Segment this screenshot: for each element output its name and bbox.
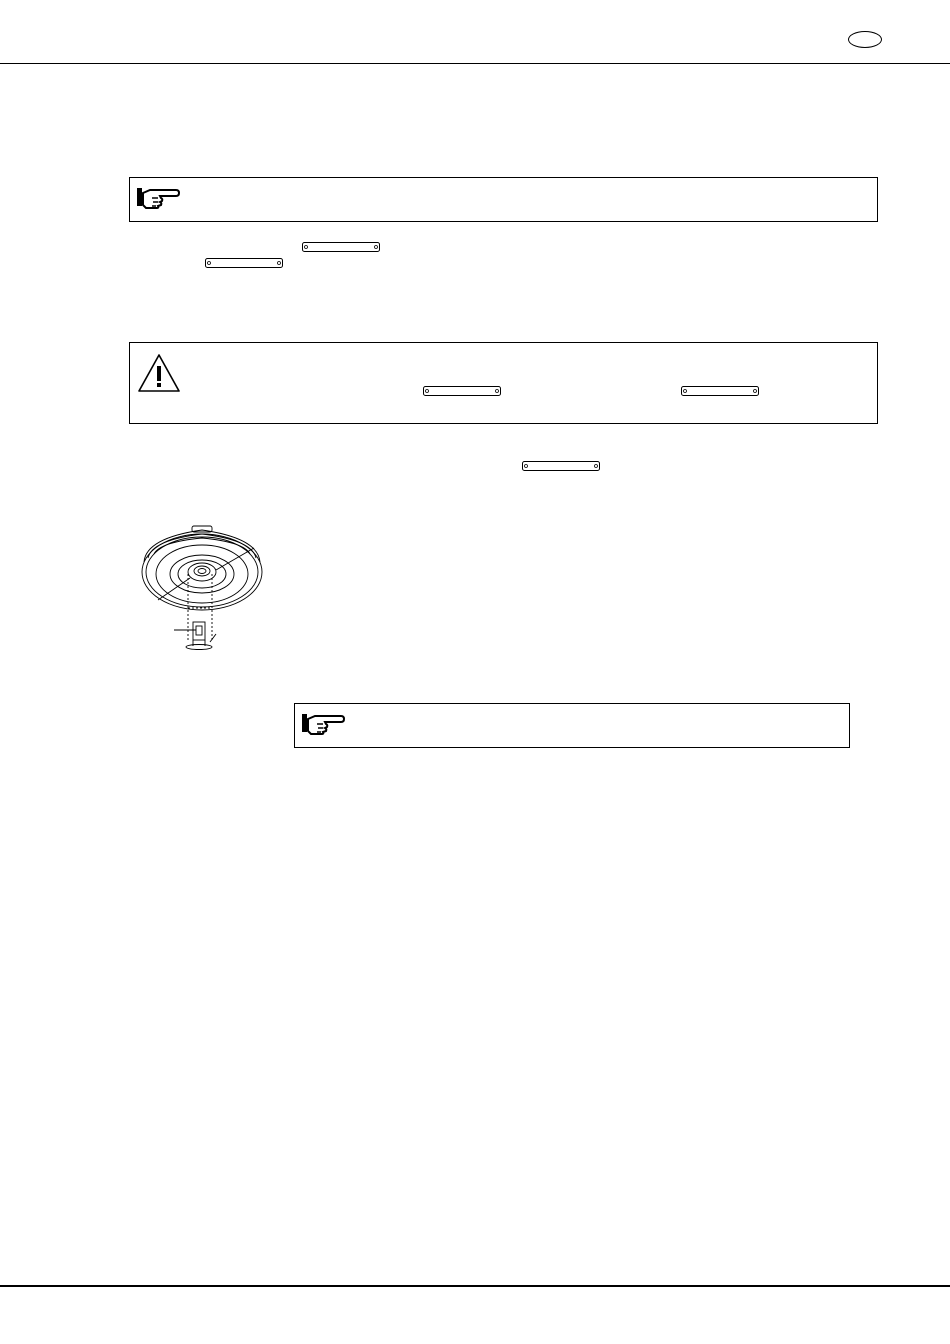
reference-plate — [423, 386, 501, 396]
reference-plate — [681, 386, 759, 396]
reference-plate — [522, 461, 600, 471]
info-notice-box — [129, 177, 878, 222]
wheel-shaft-diagram — [136, 522, 268, 658]
warning-notice-box — [129, 342, 878, 424]
pointing-hand-icon — [136, 186, 180, 210]
info-notice-box — [294, 703, 850, 748]
footer-rule — [0, 1285, 950, 1287]
reference-plate — [302, 242, 380, 252]
warning-triangle-icon — [137, 353, 181, 393]
language-badge — [848, 31, 882, 48]
pointing-hand-icon — [301, 712, 345, 736]
reference-plate — [205, 258, 283, 268]
header-rule — [0, 63, 950, 64]
